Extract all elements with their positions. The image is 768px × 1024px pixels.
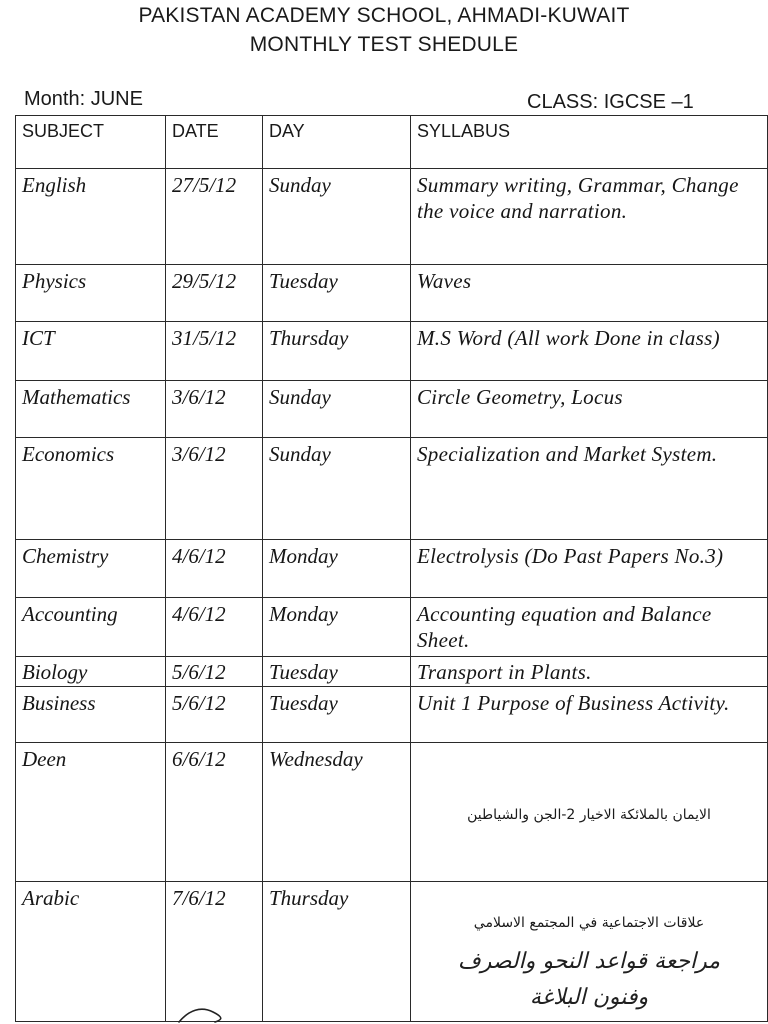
syllabus-cell: Electrolysis (Do Past Papers No.3) [411,540,768,598]
subject-cell: Business [16,687,166,743]
date-cell: 5/6/12 [166,657,263,687]
day-cell: Sunday [263,169,411,265]
day-cell: Tuesday [263,687,411,743]
table-row [16,540,768,598]
column-header-subject: SUBJECT [16,116,166,169]
syllabus-cell: Unit 1 Purpose of Business Activity. [411,687,768,743]
date-cell: 3/6/12 [166,438,263,540]
date-cell: 3/6/12 [166,381,263,438]
table-row [16,322,768,381]
class-label: CLASS: IGCSE –1 [527,91,694,113]
date-cell: 31/5/12 [166,322,263,381]
day-cell: Thursday [263,882,411,1022]
syllabus-cell: Transport in Plants. [411,657,768,687]
syllabus-cell: M.S Word (All work Done in class) [411,322,768,381]
month-label: Month: JUNE [24,88,143,110]
column-header-syllabus: SYLLABUS [411,116,768,169]
subject-cell: Economics [16,438,166,540]
day-cell: Tuesday [263,657,411,687]
date-cell: 29/5/12 [166,265,263,322]
table-row [16,265,768,322]
table-row [16,687,768,743]
syllabus-cell: Summary writing, Grammar, Change the voice and narration. [411,169,768,265]
day-cell: Sunday [263,381,411,438]
subject-cell: English [16,169,166,265]
arabic-syllabus-handwritten-1: مراجعة قواعد النحو والصرف [457,949,721,974]
subject-cell: Arabic [16,882,166,1022]
table-row [16,381,768,438]
day-cell: Thursday [263,322,411,381]
arabic-syllabus-printed: علاقات الاجتماعية في المجتمع الاسلامي [473,915,705,931]
syllabus-cell [411,743,768,882]
subject-cell: Chemistry [16,540,166,598]
arabic-syllabus-handwritten-2: وفنون البلاغة [529,985,649,1010]
subject-cell: Physics [16,265,166,322]
document-title: MONTHLY TEST SHEDULE [249,33,519,56]
table-row [16,438,768,540]
day-cell: Sunday [263,438,411,540]
syllabus-cell: Circle Geometry, Locus [411,381,768,438]
table-row [16,657,768,687]
subject-cell: ICT [16,322,166,381]
syllabus-cell: Waves [411,265,768,322]
column-header-day: DAY [263,116,411,169]
syllabus-cell: Specialization and Market System. [411,438,768,540]
date-cell: 4/6/12 [166,540,263,598]
table-row [16,743,768,882]
school-name: PAKISTAN ACADEMY SCHOOL, AHMADI-KUWAIT [138,4,630,27]
day-cell: Monday [263,540,411,598]
deen-syllabus-arabic: الايمان بالملائكة الاخيار 2-الجن والشياطين [467,807,711,823]
day-cell: Tuesday [263,265,411,322]
syllabus-cell: Accounting equation and Balance Sheet. [411,598,768,657]
date-cell: 27/5/12 [166,169,263,265]
date-cell: 4/6/12 [166,598,263,657]
table-row [16,882,768,1022]
table-row [16,598,768,657]
table-row [16,169,768,265]
date-cell: 7/6/12 [166,882,263,1022]
signature-scribble-icon [175,1004,225,1024]
table-header-row [16,116,768,169]
subject-cell: Accounting [16,598,166,657]
subject-cell: Deen [16,743,166,882]
date-cell: 5/6/12 [166,687,263,743]
subject-cell: Biology [16,657,166,687]
day-cell: Monday [263,598,411,657]
date-cell: 6/6/12 [166,743,263,882]
day-cell: Wednesday [263,743,411,882]
column-header-date: DATE [166,116,263,169]
test-schedule-table [15,115,768,1022]
subject-cell: Mathematics [16,381,166,438]
syllabus-cell [411,882,768,1022]
